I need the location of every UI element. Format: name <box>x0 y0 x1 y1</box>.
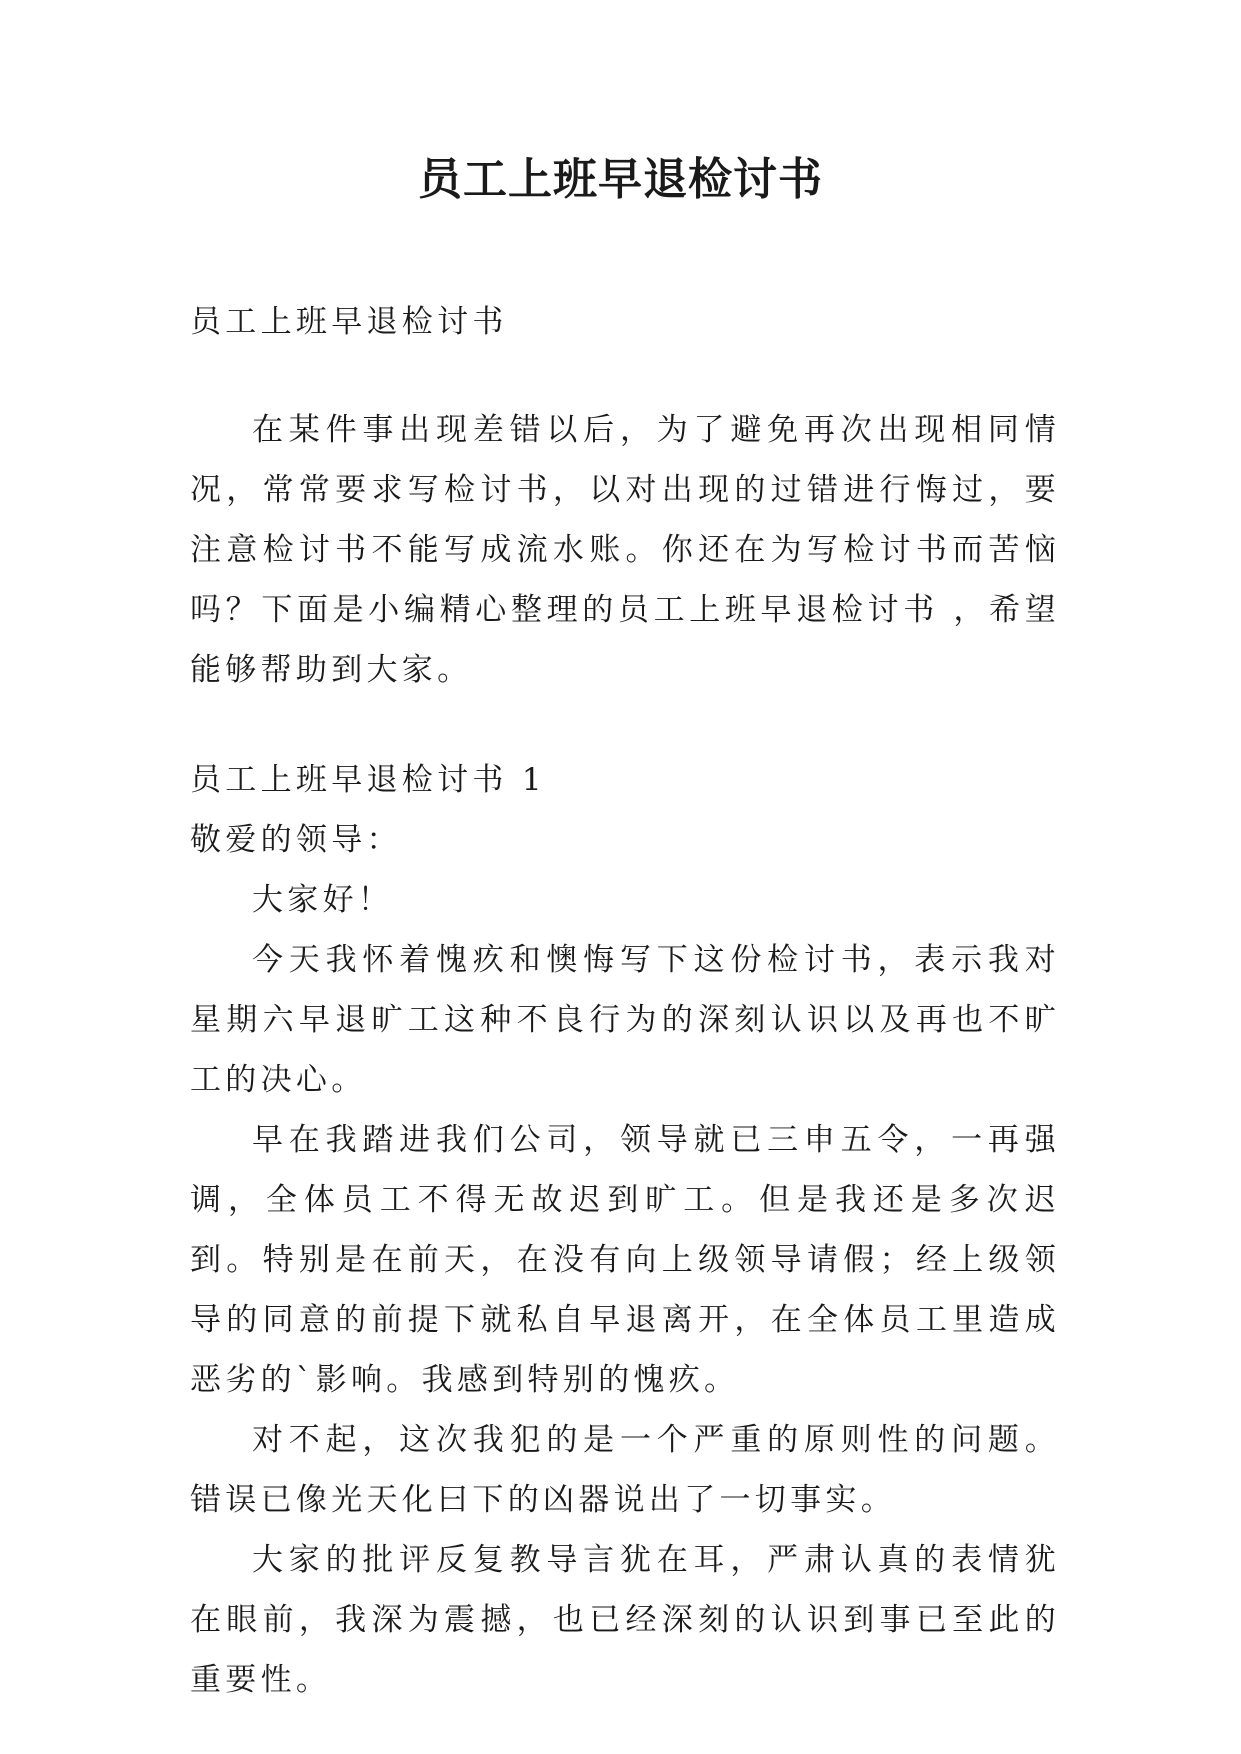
body-paragraph-1: 今天我怀着愧疚和懊悔写下这份检讨书，表示我对星期六早退旷工这种不良行为的深刻认识以及再也不旷工的决心。 <box>190 942 1060 1098</box>
document-title: 员工上班早退检讨书 <box>418 154 823 205</box>
salutation: 敬爱的领导： <box>190 822 402 858</box>
body-paragraph-3: 对不起，这次我犯的是一个严重的原则性的问题。错误已像光天化曰下的凶器说出了一切事实。 <box>190 1422 1060 1518</box>
greeting: 大家好！ <box>252 882 394 918</box>
document-body <box>190 292 1060 1710</box>
intro-paragraph: 在某件事出现差错以后，为了避免再次出现相同情况，常常要求写检讨书，以对出现的过错进行悔过，要注意检讨书不能写成流水账。你还在为写检讨书而苦恼吗？下面是小编精心整理的员工上班早退检讨书 ，希望能够帮助到大家。 <box>190 412 1060 688</box>
body-paragraph-4: 大家的批评反复教导言犹在耳，严肃认真的表情犹在眼前，我深为震撼，也已经深刻的认识到事已至此的重要性。 <box>190 1542 1060 1698</box>
document-subtitle: 员工上班早退检讨书 <box>190 304 508 340</box>
section-heading: 员工上班早退检讨书 1 <box>190 762 546 798</box>
body-paragraph-2: 早在我踏进我们公司，领导就已三申五令，一再强调，全体员工不得无故迟到旷工。但是我还是多次迟到。特别是在前天，在没有向上级领导请假；经上级领导的同意的前提下就私自早退离开，在全体员工里造成恶劣的`影响。我感到特别的愧疚。 <box>190 1122 1060 1398</box>
